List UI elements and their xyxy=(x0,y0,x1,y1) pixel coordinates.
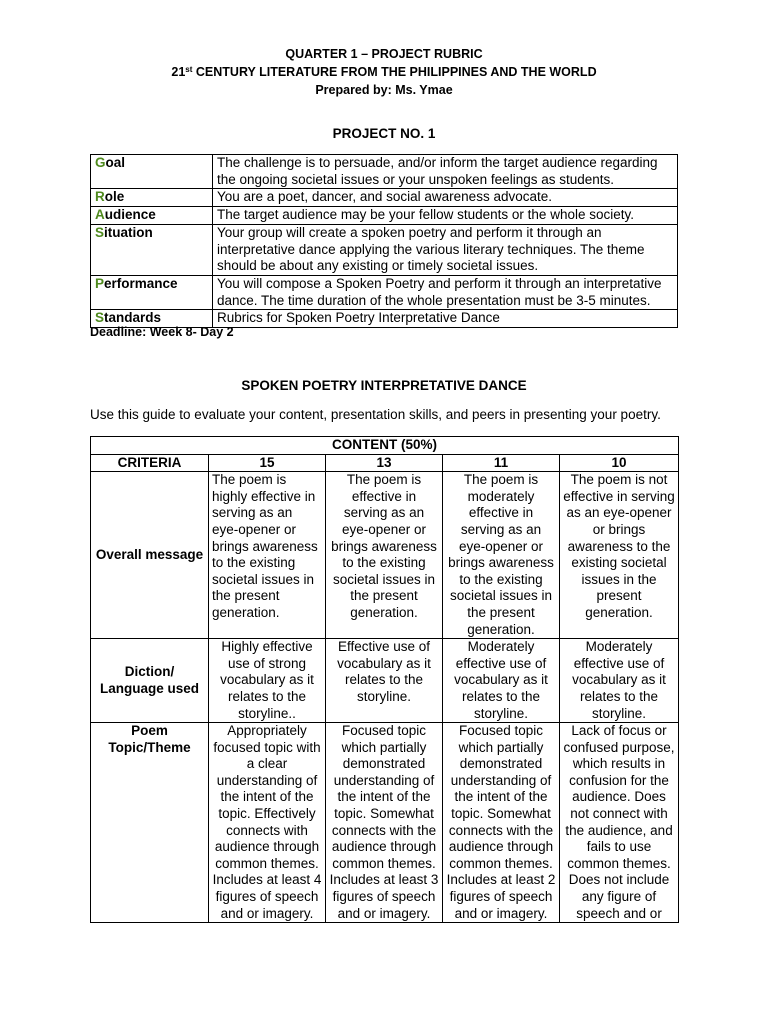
descriptor-cell: Focused topic which partially demonstrated understanding of the intent of the topic. Somewhat connects with the audience through common themes. Includes at least 2 figures of speech and or imagery. xyxy=(443,723,560,923)
grasps-label-initial: A xyxy=(95,207,105,223)
grasps-label-initial: S xyxy=(95,224,105,240)
rubric-row xyxy=(91,723,679,923)
column-header-score: 10 xyxy=(560,454,679,472)
column-header-criteria: CRITERIA xyxy=(91,454,209,472)
grasps-label xyxy=(91,275,213,309)
course-title xyxy=(0,63,768,81)
grasps-table-body xyxy=(91,155,678,328)
project-title: PROJECT NO. 1 xyxy=(332,126,436,141)
column-header-score: 15 xyxy=(209,454,326,472)
grasps-description: The target audience may be your fellow students or the whole society. xyxy=(213,207,678,225)
grasps-label-rest: ole xyxy=(104,189,125,205)
descriptor-cell: Highly effective use of strong vocabulary as it relates to the storyline.. xyxy=(209,639,326,723)
descriptor-cell: The poem is moderately effective in serving as an eye-opener or brings awareness to the existing societal issues in the present generation. xyxy=(443,472,560,639)
grasps-label-rest: oal xyxy=(105,155,126,170)
grasps-row xyxy=(91,275,678,309)
grasps-label-rest: erformance xyxy=(104,275,178,291)
descriptor-cell: Appropriately focused topic with a clear understanding of the intent of the topic. Effectively connects with audience through common themes. Includes at least 4 figures of speech and or imagery. xyxy=(209,723,326,923)
quarter-title: QUARTER 1 – PROJECT RUBRIC xyxy=(285,47,483,61)
grasps-description: Rubrics for Spoken Poetry Interpretative Dance xyxy=(213,310,678,328)
grasps-label xyxy=(91,155,213,189)
rubric-row xyxy=(91,639,679,723)
grasps-description: Your group will create a spoken poetry and perform it through an interpretative dance applying the various literary techniques. The theme should be about any existing or timely societal issues. xyxy=(213,224,678,275)
grasps-row xyxy=(91,207,678,225)
grasps-row xyxy=(91,189,678,207)
column-header-score: 11 xyxy=(443,454,560,472)
criteria-cell: Poem Topic/Theme xyxy=(91,723,209,923)
criteria-cell: Overall message xyxy=(91,472,209,639)
course-title-rest: CENTURY LITERATURE FROM THE PHILIPPINES AND THE WORLD xyxy=(192,65,597,79)
rubric-section-header: CONTENT (50%) xyxy=(91,437,679,455)
grasps-label-initial: P xyxy=(95,275,105,291)
rubric-table xyxy=(90,436,679,923)
section-title: SPOKEN POETRY INTERPRETATIVE DANCE xyxy=(241,378,527,393)
grasps-row xyxy=(91,155,678,189)
descriptor-cell: Moderately effective use of vocabulary as it relates to the storyline. xyxy=(560,639,679,723)
descriptor-cell: Focused topic which partially demonstrated understanding of the intent of the topic. Somewhat connects with the audience through common themes. Includes at least 3 figures of speech and or imagery. xyxy=(326,723,443,923)
grasps-description: You will compose a Spoken Poetry and perform it through an interpretative dance. The time duration of the whole presentation must be 3-5 minutes. xyxy=(213,275,678,309)
column-header-score: 13 xyxy=(326,454,443,472)
grasps-label-rest: udience xyxy=(104,207,156,223)
descriptor-cell: The poem is effective in serving as an eye-opener or brings awareness to the existing societal issues in the present generation. xyxy=(326,472,443,639)
grasps-label-initial: G xyxy=(95,155,106,170)
grasps-label-rest: tandards xyxy=(104,310,162,326)
rubric-column-header-row xyxy=(91,454,679,472)
grasps-description: The challenge is to persuade, and/or inform the target audience regarding the ongoing societal issues or your unspoken feelings as students. xyxy=(213,155,678,189)
intro-text: Use this guide to evaluate your content, presentation skills, and peers in presenting your poetry. xyxy=(90,407,661,422)
course-title-superscript: st xyxy=(185,65,193,74)
descriptor-cell: Lack of focus or confused purpose, which results in confusion for the audience. Does not connect with the audience, and fails to use common themes. Does not include any figure of speech and or xyxy=(560,723,679,923)
rubric-table-body xyxy=(91,472,679,923)
descriptor-cell: Effective use of vocabulary as it relates to the storyline. xyxy=(326,639,443,723)
grasps-label-initial: R xyxy=(95,189,105,205)
rubric-row xyxy=(91,472,679,639)
descriptor-cell: The poem is highly effective in serving as an eye-opener or brings awareness to the existing societal issues in the present generation. xyxy=(209,472,326,639)
grasps-label xyxy=(91,189,213,207)
descriptor-cell: The poem is not effective in serving as an eye-opener or brings awareness to the existing societal issues in the present generation. xyxy=(560,472,679,639)
descriptor-cell: Moderately effective use of vocabulary as it relates to the storyline. xyxy=(443,639,560,723)
grasps-label-initial: S xyxy=(95,310,105,326)
grasps-label xyxy=(91,224,213,275)
grasps-label xyxy=(91,207,213,225)
prepared-by: Prepared by: Ms. Ymae xyxy=(315,83,453,97)
grasps-table xyxy=(90,154,678,328)
grasps-description: You are a poet, dancer, and social awareness advocate. xyxy=(213,189,678,207)
course-title-prefix: 21 xyxy=(171,65,186,79)
deadline: Deadline: Week 8- Day 2 xyxy=(90,325,234,339)
grasps-label-rest: ituation xyxy=(104,224,153,240)
grasps-row xyxy=(91,224,678,275)
rubric-section-header-row xyxy=(91,437,679,455)
criteria-cell: Diction/ Language used xyxy=(91,639,209,723)
